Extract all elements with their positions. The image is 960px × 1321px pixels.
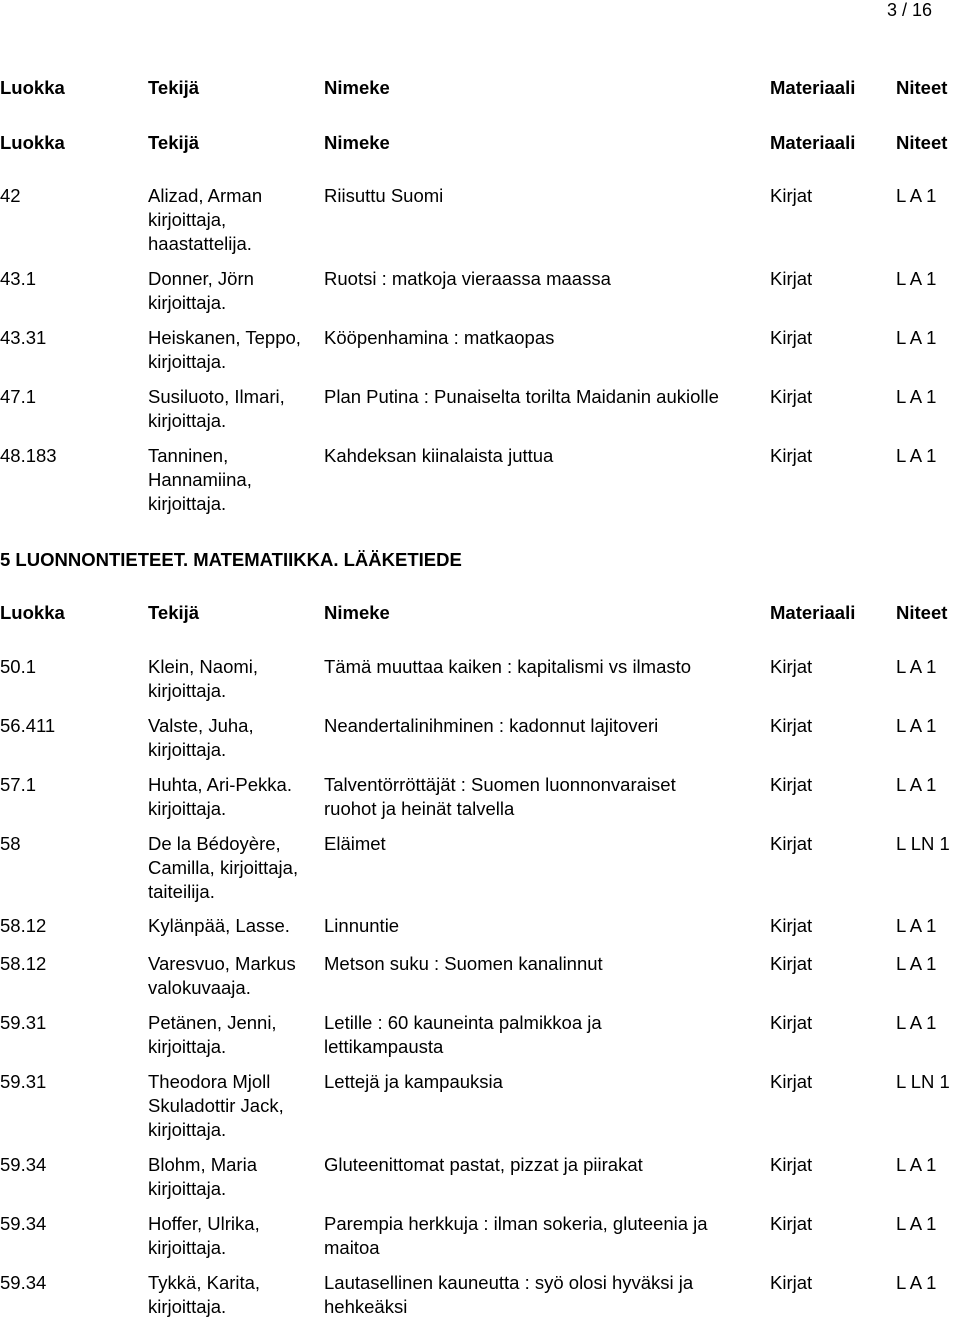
row-author: Heiskanen, Teppo, kirjoittaja. [148, 327, 301, 372]
row-title: Talventörröttäjät : Suomen luonnonvaraiset ruohot ja heinät talvella [324, 774, 676, 819]
row-notes: L A 1 [896, 327, 937, 348]
row-notes: L A 1 [896, 656, 937, 677]
row-title: Tämä muuttaa kaiken : kapitalismi vs ilmasto [324, 656, 692, 677]
header-author: Tekijä [148, 602, 200, 623]
row-notes: L A 1 [896, 774, 937, 795]
table-row [0, 832, 960, 902]
row-class: 59.31 [0, 1071, 47, 1092]
row-author: Huhta, Ari-Pekka. kirjoittaja. [148, 774, 292, 819]
row-class: 42 [0, 185, 21, 206]
row-class: 59.34 [0, 1213, 47, 1234]
section-heading: 5 LUONNONTIETEET. MATEMATIIKKA. LÄÄKETIEDE [0, 549, 462, 570]
header-material: Materiaali [770, 602, 856, 623]
table-header [0, 601, 960, 625]
row-notes: L A 1 [896, 1154, 937, 1175]
table-row [0, 714, 960, 760]
row-material: Kirjat [770, 327, 813, 348]
row-class: 50.1 [0, 656, 37, 677]
row-notes: L A 1 [896, 185, 937, 206]
row-title: Letille : 60 kauneinta palmikkoa ja lettikampausta [324, 1012, 602, 1057]
row-notes: L A 1 [896, 1213, 937, 1234]
row-notes: L A 1 [896, 715, 937, 736]
row-material: Kirjat [770, 1071, 813, 1092]
row-title: Gluteenittomat pastat, pizzat ja piirakat [324, 1154, 643, 1175]
row-notes: L A 1 [896, 915, 937, 936]
table-header [0, 131, 960, 155]
row-material: Kirjat [770, 445, 813, 466]
table-row [0, 1011, 960, 1057]
table-row [0, 1212, 960, 1258]
row-author: Blohm, Maria kirjoittaja. [148, 1154, 257, 1199]
table-row [0, 267, 960, 313]
table-row [0, 184, 960, 254]
header-class: Luokka [0, 77, 65, 98]
row-title: Ruotsi : matkoja vieraassa maassa [324, 268, 611, 289]
row-title: Lautasellinen kauneutta : syö olosi hyväksi ja hehkeäksi [324, 1272, 694, 1317]
row-notes: L A 1 [896, 268, 937, 289]
row-author: Varesvuo, Markus valokuvaaja. [148, 953, 296, 998]
row-material: Kirjat [770, 656, 813, 677]
row-author: De la Bédoyère, Camilla, kirjoittaja, taiteilija. [148, 833, 299, 902]
row-notes: L A 1 [896, 1012, 937, 1033]
row-class: 59.34 [0, 1272, 47, 1293]
row-class: 58 [0, 833, 21, 854]
table-row [0, 444, 960, 514]
row-class: 43.1 [0, 268, 37, 289]
row-material: Kirjat [770, 185, 813, 206]
table-row [0, 952, 960, 998]
row-class: 58.12 [0, 915, 47, 936]
table-row [0, 326, 960, 372]
header-title: Nimeke [324, 77, 390, 98]
row-notes: L LN 1 [896, 833, 950, 854]
row-class: 59.31 [0, 1012, 47, 1033]
row-notes: L A 1 [896, 953, 937, 974]
table-row [0, 1271, 960, 1317]
header-class: Luokka [0, 132, 65, 153]
row-author: Tanninen, Hannamiina, kirjoittaja. [148, 445, 252, 514]
table-header [0, 76, 960, 100]
row-class: 43.31 [0, 327, 47, 348]
header-title: Nimeke [324, 132, 390, 153]
row-class: 56.411 [0, 715, 56, 736]
table-row [0, 385, 960, 431]
row-author: Kylänpää, Lasse. [148, 915, 290, 936]
header-notes: Niteet [896, 132, 948, 153]
row-material: Kirjat [770, 1272, 813, 1293]
row-class: 47.1 [0, 386, 37, 407]
row-class: 58.12 [0, 953, 47, 974]
row-material: Kirjat [770, 774, 813, 795]
header-title: Nimeke [324, 602, 390, 623]
row-notes: L A 1 [896, 1272, 937, 1293]
row-author: Tykkä, Karita, kirjoittaja. [148, 1272, 261, 1317]
row-author: Susiluoto, Ilmari, kirjoittaja. [148, 386, 285, 431]
row-class: 57.1 [0, 774, 37, 795]
row-title: Kööpenhamina : matkaopas [324, 327, 555, 348]
row-material: Kirjat [770, 268, 813, 289]
row-notes: L A 1 [896, 386, 937, 407]
header-material: Materiaali [770, 77, 856, 98]
row-title: Metson suku : Suomen kanalinnut [324, 953, 603, 974]
header-material: Materiaali [770, 132, 856, 153]
table-row [0, 1153, 960, 1199]
header-class: Luokka [0, 602, 65, 623]
row-material: Kirjat [770, 915, 813, 936]
table-row [0, 914, 960, 938]
row-author: Hoffer, Ulrika, kirjoittaja. [148, 1213, 260, 1258]
row-material: Kirjat [770, 1012, 813, 1033]
row-title: Plan Putina : Punaiselta torilta Maidanin aukiolle [324, 386, 719, 407]
page-number: 3 / 16 [886, 0, 932, 20]
row-title: Kahdeksan kiinalaista juttua [324, 445, 554, 466]
row-material: Kirjat [770, 386, 813, 407]
row-class: 59.34 [0, 1154, 47, 1175]
row-notes: L A 1 [896, 445, 937, 466]
row-material: Kirjat [770, 1154, 813, 1175]
row-author: Klein, Naomi, kirjoittaja. [148, 656, 259, 701]
row-title: Riisuttu Suomi [324, 185, 444, 206]
table-row [0, 773, 960, 819]
header-author: Tekijä [148, 132, 200, 153]
table-row [0, 655, 960, 701]
row-material: Kirjat [770, 953, 813, 974]
row-author: Theodora Mjoll Skuladottir Jack, kirjoittaja. [148, 1071, 284, 1140]
header-notes: Niteet [896, 77, 948, 98]
row-title: Neandertalinihminen : kadonnut lajitoveri [324, 715, 659, 736]
row-material: Kirjat [770, 833, 813, 854]
header-author: Tekijä [148, 77, 200, 98]
row-title: Lettejä ja kampauksia [324, 1071, 503, 1092]
row-author: Petänen, Jenni, kirjoittaja. [148, 1012, 277, 1057]
row-title: Linnuntie [324, 915, 400, 936]
row-author: Valste, Juha, kirjoittaja. [148, 715, 254, 760]
row-author: Alizad, Arman kirjoittaja, haastattelija. [148, 185, 263, 254]
row-material: Kirjat [770, 1213, 813, 1234]
row-class: 48.183 [0, 445, 57, 466]
row-author: Donner, Jörn kirjoittaja. [148, 268, 254, 313]
row-material: Kirjat [770, 715, 813, 736]
table-row [0, 1070, 960, 1140]
row-notes: L LN 1 [896, 1071, 950, 1092]
row-title: Parempia herkkuja : ilman sokeria, gluteenia ja maitoa [324, 1213, 708, 1258]
row-title: Eläimet [324, 833, 386, 854]
header-notes: Niteet [896, 602, 948, 623]
